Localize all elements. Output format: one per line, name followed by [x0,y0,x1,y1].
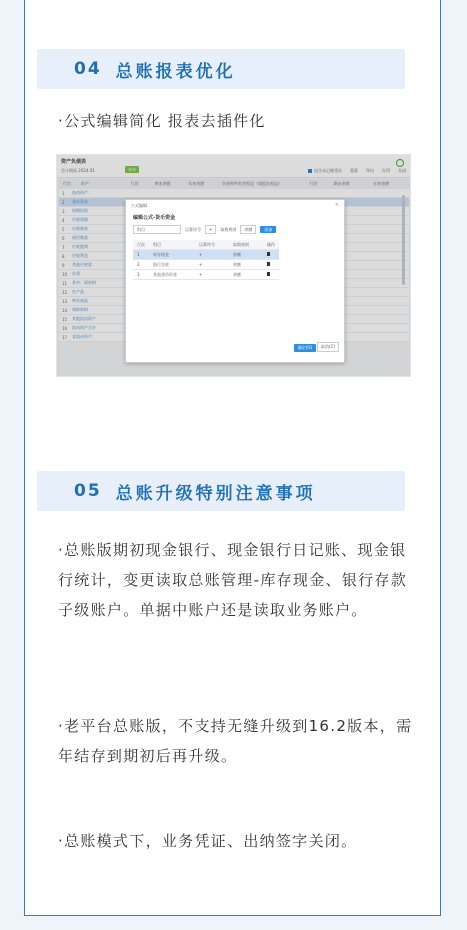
row-number: 13 [62,298,68,304]
add-button: 添加 [260,226,276,233]
delete-icon [267,262,270,266]
print-button: 打印 [382,168,390,173]
rule-label: 取数规则 [220,226,237,232]
row-number: 2 [62,199,65,205]
row-label: 其他应收款 [72,262,92,267]
section-05-title: 总账升级特别注意事项 [115,483,316,504]
row-label: 流动资产合计 [72,325,96,330]
row-number: 9 [62,262,65,268]
grid-col: 资产 [80,181,89,186]
grid-col: 期末余额 [333,181,350,186]
grid-col: 负债和所有者权益（或股东权益） [222,181,283,186]
close-button: 关闭 [398,168,406,173]
row-number: 11 [62,280,68,286]
section-04-title: 总账报表优化 [115,61,236,82]
report-title: 资产负债表 [61,159,87,165]
section-05-bullet-2: ·老平台总账版，不支持无缝升级到16.2版本，需年结存到期初后再升级。 [58,717,413,765]
query-button: 查询 [125,166,139,173]
table-row: 2 银行存款 + 余额 [133,260,279,270]
row-label: 周转材料 [72,307,88,312]
row-label: 短期投资 [72,208,88,213]
dialog-subtitle: 编辑公式-货币资金 [133,215,176,221]
formula-dialog [125,199,345,363]
table-row: 1 库存现金 + 余额 [133,250,279,260]
row-label: 在产品 [72,289,84,294]
recalc-button: 重算 [350,168,358,173]
row-number: 4 [62,217,65,223]
section-04-number: 04 [74,59,102,79]
row-number: 14 [62,307,68,313]
subject-select: 科目 [133,225,181,234]
row-label: 库存商品 [72,298,88,303]
grid-col: 行次 [63,181,71,186]
grid-col: 期末余额 [154,181,171,186]
section-04-header [37,49,405,89]
report-screenshot [56,154,411,377]
row-number: 10 [62,271,68,277]
row-label: 应收账款 [72,226,88,231]
operator-label: 运算符号 [185,226,201,232]
row-number: 5 [62,226,65,232]
grid-col: 年初余额 [373,181,390,186]
section-05-bullet-3: ·总账模式下，业务凭证、出纳签字关闭。 [58,832,358,850]
section-05-header [37,471,405,511]
dialog-title: 公式编辑 [131,203,147,208]
table-header: 行次 [133,240,149,250]
row-label: 流动资产： [72,190,92,195]
section-05-number: 05 [74,481,102,501]
formula-fields [133,225,276,234]
row-number: 7 [62,244,65,250]
period-field: 会计期间 2024.01 [61,168,95,173]
include-unposted-option: 包含未记账凭证 [308,168,342,174]
row-number: 12 [62,289,68,295]
row-number: 8 [62,253,65,259]
row-label: 货币资金 [72,199,88,204]
row-label: 应收股利 [72,244,88,249]
delete-icon [267,272,270,276]
table-row: 3 其他货币资金 + 余额 [133,270,279,280]
article-card [24,0,441,916]
row-label: 应收利息 [72,253,88,258]
grid-col: 年初余额 [188,181,205,186]
row-label: 应收票据 [72,217,88,222]
delete-icon [267,252,270,256]
table-header: 科目 [149,240,195,250]
section-04-bullet: ·公式编辑简化 报表去插件化 [58,112,266,130]
row-number: 1 [62,190,65,196]
row-number: 17 [62,334,68,340]
rule-select: 余额 [240,225,256,234]
row-number: 16 [62,325,68,331]
export-button: 导出 [366,168,374,173]
close-icon: × [334,202,339,208]
grid-col: 行次 [309,181,318,186]
row-label: 其他流动资产 [72,316,96,321]
row-label: 其中：原材料 [72,280,96,285]
table-header: 取数规则 [229,240,263,250]
grid-col: 行次 [130,181,139,186]
section-05-bullet-1: ·总账版期初现金银行、现金银行日记账、现金银行统计，变更读取总账管理-库存现金、银行存款子级账户。单据中账户还是读取业务账户。 [58,541,408,619]
table-header: 运算符号 [195,240,229,250]
row-number: 15 [62,316,68,322]
row-label: 存货 [72,271,80,276]
operator-select: + [205,225,216,234]
row-number: 6 [62,235,65,241]
ok-button: 确定(O) [294,344,316,352]
cancel-button: 取消(C) [317,342,339,352]
formula-table [133,240,279,280]
row-label: 预付账款 [72,235,88,240]
row-label: 非流动资产： [72,334,96,339]
table-header: 操作 [263,240,279,250]
row-number: 3 [62,208,65,214]
